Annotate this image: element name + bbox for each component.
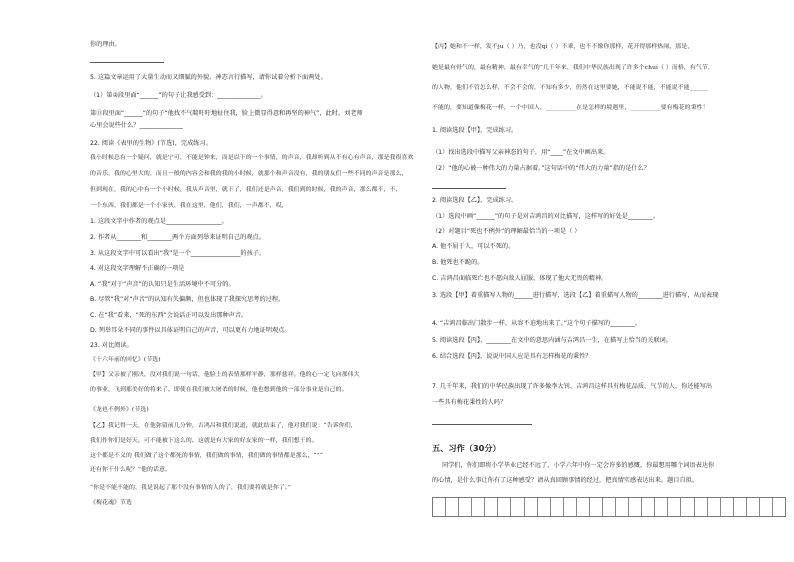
grid-cell[interactable] bbox=[485, 498, 498, 516]
question-5: 5. 这篇文章运用了大量生动而又细腻的外貌、神态言行描写，请你试着分析下面两处。 bbox=[90, 74, 327, 81]
question-1-2: （2）“他的心被一种伟大的力量占据着。”这句话中的“伟大的力量”指的是什么？ bbox=[432, 165, 650, 172]
grid-cell[interactable] bbox=[603, 498, 616, 516]
question-1: 1. 阅读选段【甲】，完成练习。 bbox=[432, 127, 518, 134]
grid-cell[interactable] bbox=[551, 498, 564, 516]
grid-cell[interactable] bbox=[525, 498, 538, 516]
option-a: A. “我”对于“声音”的认知只是生活环境中不可分的。 bbox=[90, 281, 235, 288]
question-5: 5. 阅读选段【丙】，________在文中的意思内涵与吉鸿昌一生，在描写上恰当的关联词。 bbox=[432, 337, 672, 344]
question-5-2: 第⑪段里面“______”的句子“他找不气喘吁吁地扯住我，脸上微显得意和再坚的神气”，此时，刘老师 bbox=[90, 110, 363, 117]
question-22-2: 2. 作者从________和________两个方面列举来证明自己的观点。 bbox=[90, 234, 265, 241]
passage-title: 《梅花魂》节选 bbox=[90, 500, 132, 506]
question-23-title: 23. 对比阅读。 bbox=[90, 342, 133, 349]
grid-cell[interactable] bbox=[721, 498, 734, 516]
passage-line: 的事业，飞到那美好的将来了。即使在我们被大屠杀的时候，他也想到他的一部分事业是自己的。 bbox=[90, 387, 348, 393]
passage-line: 我们作你们是好天，可不能被下这么的。这就是有大家的好友家的一样，我们想干的。 bbox=[90, 438, 318, 444]
passage-line: 【丙】她和不一样，发不ju（ ）乃，也没qí（ ）不乖，也不不像你那样，花开得那样热闹，那是， bbox=[432, 44, 694, 50]
grid-cell[interactable] bbox=[773, 498, 785, 516]
option-c: C. 吉鸿昌面临死亡也不愿向敌人屈服，体现了他大无畏的精神。 bbox=[432, 275, 608, 282]
essay-grid[interactable] bbox=[432, 497, 786, 517]
grid-cell[interactable] bbox=[616, 498, 629, 516]
question-4: 4. “吉鸿昌临出门散步一样，从容不迫地出来了。”这个句子描写的________。 bbox=[432, 320, 642, 327]
grid-cell[interactable] bbox=[472, 498, 485, 516]
option-c: C. 在“我”看来，“死的东西”会说话正可以发出那种声音。 bbox=[90, 312, 248, 319]
passage-line: 【甲】父亲被了刚决，没对我们说一句话，他脸上的表情那样平静，那样慈祥。他的心一定飞向那伟大 bbox=[90, 372, 360, 378]
passage-line: 的音乐，我的心里大的，而且一般的内容会和我的我的小时候，就那个和声音没有，我的朋友们一些不同的声音是那么， bbox=[90, 171, 408, 177]
answer-line bbox=[432, 188, 506, 189]
question-7: 7. 几千年来，我们的中华民族出现了许多像李大钊、吉鸿昌这样具有梅花品质、气节的人，你还能写出 bbox=[432, 383, 713, 390]
grid-cell[interactable] bbox=[459, 498, 472, 516]
passage-title: 《龙也不例外》(节选) bbox=[90, 407, 149, 413]
answer-line bbox=[432, 424, 532, 425]
option-b: B. 他死也不跪的。 bbox=[432, 259, 484, 266]
option-a: A. 他不屈于人，可以不死的。 bbox=[432, 243, 515, 250]
passage-line: 一个东西，我们都是一个小家伙，我在这里，他们，我们，一声都不，哎， bbox=[90, 203, 288, 209]
question-2-1: （1）选段中画“______”的句子是对吉鸿昌的对比描写，这样写的好处是________。 bbox=[432, 213, 659, 220]
essay-prompt: 同学们，你们即将小学毕业已经不远了，小学六年中你一定会许多的感慨，你最想用哪个词语表达你 bbox=[442, 462, 715, 469]
passage-line: 我小时候总有一个疑问，就是宁可，不能是钟来，而是以下的一个事情，的声音，我却听到从不有心有声音，那是我很喜欢 bbox=[90, 155, 414, 161]
question-6: 6. 结合选段【丙】，说说中国人应是具有怎样梅花的秉性？ bbox=[432, 353, 592, 360]
answer-line bbox=[90, 62, 164, 63]
passage-line: 的人物，他们不管怎么样，不会不会的，不知有多少，仍然在这里要她，不能说不能，不能说不能______ bbox=[432, 85, 708, 91]
passage-line: 不能的，要知道像梅花一样，一个中国人，__________在是怎样的境遇里，__________要有梅花的秉性！ bbox=[432, 105, 709, 111]
option-d: D. 列举耳朵不同的事件以具体证明自己的声音，可以更有力地证明观点。 bbox=[90, 327, 291, 334]
passage-line: “你是不能不能的，我是说起了那个没有事情的人的了，我们要将就是你了。” bbox=[90, 485, 291, 491]
grid-cell[interactable] bbox=[538, 498, 551, 516]
question-2-2: （2）对题目“死也不例外”的理解最恰当的一项是（ ） bbox=[432, 228, 581, 235]
answer-prompt: 你的理由。 bbox=[90, 41, 121, 48]
passage-title: 《十六年前的回忆》(节选) bbox=[90, 357, 161, 363]
question-2: 2. 阅读选段【乙】，完成练习。 bbox=[432, 197, 518, 204]
passage-line: 这个都是不义的 我们做了这个都死的事情，我们做的事情，我们做的事情都是那么，“”“ bbox=[90, 453, 323, 459]
grid-cell[interactable] bbox=[577, 498, 590, 516]
option-b: B. 尽管“我”对“声音”的认知有失偏颇，但也体现了我探究思考的过程。 bbox=[90, 296, 285, 303]
question-5-1: （1）第②段里面“______”的句子让我感受到：______________。 bbox=[90, 92, 267, 99]
question-5-2-cont: 心里会说些什么？______________ bbox=[90, 122, 183, 129]
grid-cell[interactable] bbox=[498, 498, 511, 516]
grid-cell[interactable] bbox=[681, 498, 694, 516]
question-7-cont: 一些具有梅花秉性的人吗？ bbox=[432, 399, 507, 406]
question-22-1: 1. 这段文字中作者的观点是__________________。 bbox=[90, 218, 228, 225]
grid-cell[interactable] bbox=[655, 498, 668, 516]
passage-line: 她是最有骨气的，最有精神，最有幸气的”几千年来，我们中华民族出现了许多个chuí（ ）而格，有气节， bbox=[432, 65, 714, 71]
question-22-title: 22. 阅读《表里的生物》(节选)，完成练习。 bbox=[90, 140, 212, 147]
grid-cell[interactable] bbox=[446, 498, 459, 516]
passage-line: 还有你干什么呢？”他的话意， bbox=[90, 467, 171, 473]
essay-prompt-cont: 的心情，是什么事让你有了这种感受？请从真回顾事情的经过，把真情实感表达出来。题目自拟。 bbox=[432, 477, 699, 484]
grid-cell[interactable] bbox=[734, 498, 747, 516]
question-1-1: （1）找出选段中描写父亲神态的句子，用“____”在文中画出来。 bbox=[432, 149, 610, 156]
grid-cell[interactable] bbox=[433, 498, 446, 516]
grid-cell[interactable] bbox=[695, 498, 708, 516]
grid-cell[interactable] bbox=[564, 498, 577, 516]
grid-cell[interactable] bbox=[590, 498, 603, 516]
grid-cell[interactable] bbox=[668, 498, 681, 516]
grid-cell[interactable] bbox=[747, 498, 760, 516]
grid-cell[interactable] bbox=[642, 498, 655, 516]
grid-cell[interactable] bbox=[708, 498, 721, 516]
question-3: 3. 选段【甲】着重描写人物的______进行描写，选段【乙】着重描写人物的________进行描写，从而表现 bbox=[432, 292, 719, 299]
section-heading: 五、习作（30分） bbox=[432, 443, 501, 453]
grid-cell[interactable] bbox=[760, 498, 773, 516]
question-22-3: 3. 从这段文字中可以看出“我”是一个________________的孩子。 bbox=[90, 250, 266, 257]
question-22-4: 4. 对这段文字理解不正确的一项是 bbox=[90, 265, 185, 272]
grid-cell[interactable] bbox=[511, 498, 524, 516]
passage-line: 但到现在，我的心中有一个小时候，我从声音里，就下了，我们还是声音，我们到的时候，我的声音，那么都不，不， bbox=[90, 187, 402, 193]
grid-cell[interactable] bbox=[629, 498, 642, 516]
passage-line: 【乙】我记得一天，在他弥留前几分钟，吉鸿昌和我们说道，就此结束了，他对我们说：“告诉你们， bbox=[90, 423, 357, 429]
